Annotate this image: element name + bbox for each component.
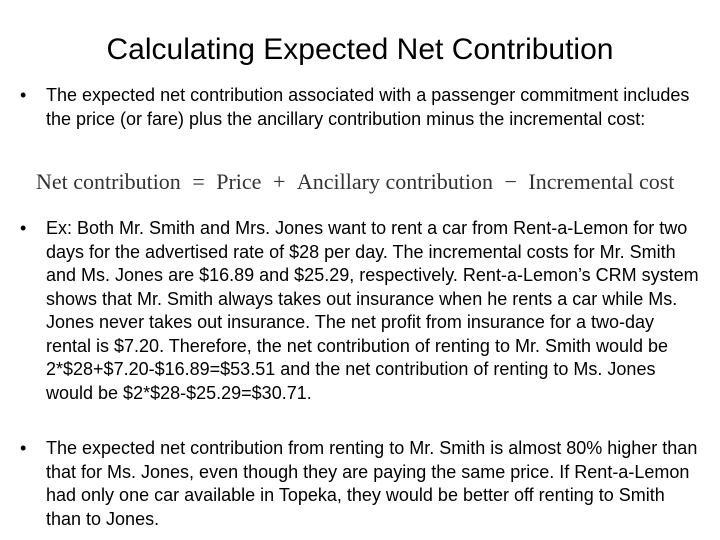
bullet-glyph: • [20,218,27,238]
formula-equals: = [192,169,205,194]
bullet-glyph: • [20,438,27,458]
bullet-glyph: • [20,85,27,105]
bullet-item-definition [20,84,700,131]
formula-plus: + [272,169,286,194]
formula-ancillary: Ancillary contribution [296,169,493,194]
formula-lhs: Net contribution [36,169,181,194]
formula-incremental-cost: Incremental cost [528,169,675,194]
net-contribution-formula [36,166,696,198]
formula-minus: − [504,169,517,194]
formula-price: Price [216,169,262,194]
bullet-text: The expected net contribution from renting to Mr. Smith is almost 80% higher than that for Ms. Jones, even though they are paying the same price. If Rent-a-Lemon had only one car available in Topeka, they would be better off renting to Smith than to Jones. [46,438,698,529]
bullet-text: The expected net contribution associated with a passenger commitment includes the price (or fare) plus the ancillary contribution minus the incremental cost: [46,85,690,129]
bullet-item-conclusion [20,437,700,531]
slide-title: Calculating Expected Net Contribution [106,33,614,66]
bullet-item-example [20,217,700,405]
bullet-text: Ex: Both Mr. Smith and Mrs. Jones want to rent a car from Rent-a-Lemon for two days for the advertised rate of $28 per day. The incremental costs for Mr. Smith and Ms. Jones are $16.89 and $25.29, respectively. Rent-a-Lemon’s CRM system shows that Mr. Smith always takes out insurance when he rents a car while Ms. Jones never takes out insurance. The net profit from insurance for a two-day rental is $7.20. Therefore, the net contribution of renting to Mr. Smith would be 2*$28+$7.20-$16.89=$53.51 and the net contribution of renting to Ms. Jones would be $2*$28-$25.29=$30.71. [46,218,699,403]
